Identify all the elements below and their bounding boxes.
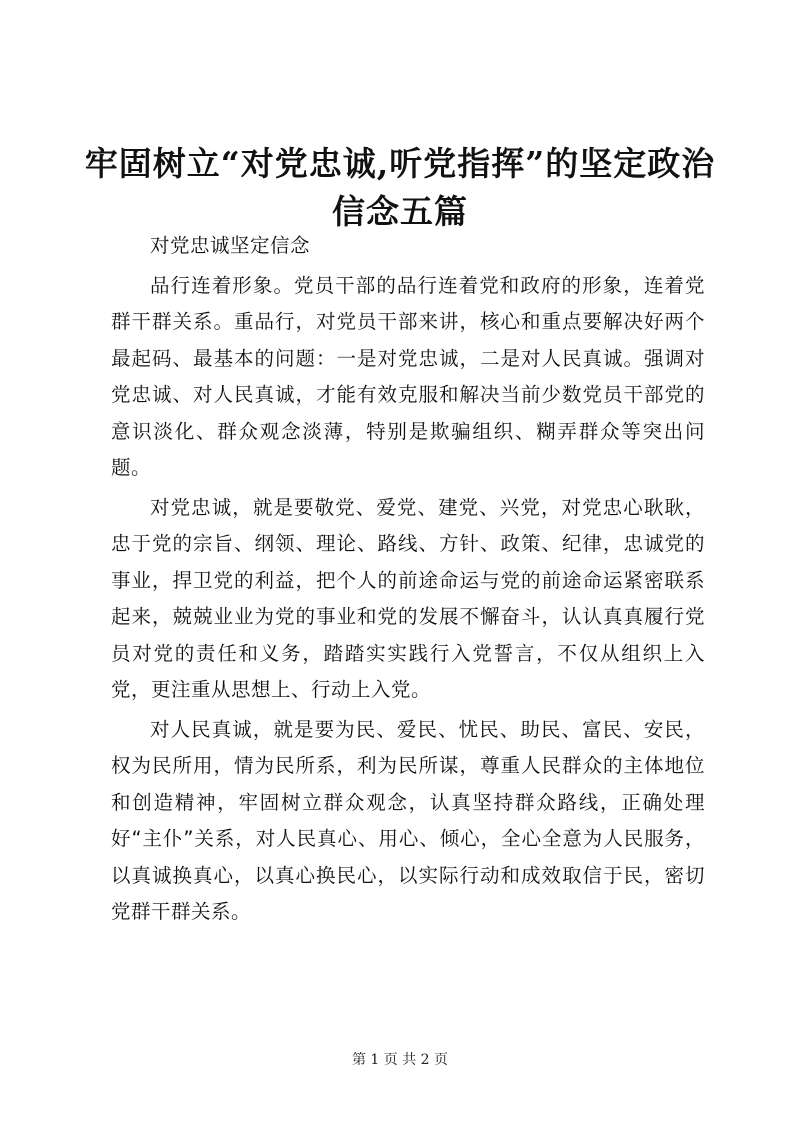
document-title	[60, 140, 740, 236]
section-heading: 对党忠诚坚定信念	[150, 234, 311, 257]
paragraph: 对党忠诚，就是要敬党、爱党、建党、兴党，对党忠心耿耿，忠于党的宗旨、纲领、理论、路线、方针、政策、纪律，忠诚党的事业，捍卫党的利益，把个人的前途命运与党的前途命运紧密联系起来，兢兢业业为党的事业和党的发展不懈奋斗，认认真真履行党员对党的责任和义务，踏踏实实践行入党誓言，不仅从组织上入党，更注重从思想上、行动上入党。	[111, 495, 705, 701]
paragraph: 品行连着形象。党员干部的品行连着党和政府的形象，连着党群干群关系。重品行，对党员干部来讲，核心和重点要解决好两个最起码、最基本的问题：一是对党忠诚，二是对人民真诚。强调对党忠诚、对人民真诚，才能有效克服和解决当前少数党员干部党的意识淡化、群众观念淡薄，特别是欺骗组织、糊弄群众等突出问题。	[111, 273, 705, 479]
page-footer	[0, 1050, 800, 1070]
document-body	[111, 228, 705, 931]
title-line-2: 信念五篇	[332, 192, 468, 231]
title-line-1: 牢固树立“对党忠诚,听党指挥”的坚定政治	[84, 144, 716, 183]
paragraph: 对人民真诚，就是要为民、爱民、忧民、助民、富民、安民，权为民所用，情为民所系，利为民所谋，尊重人民群众的主体地位和创造精神，牢固树立群众观念，认真坚持群众路线，正确处理好“主仆”关系，对人民真心、用心、倾心，全心全意为人民服务，以真诚换真心，以真心换民心，以实际行动和成效取信于民，密切党群干群关系。	[111, 717, 705, 923]
page-number: 第 1 页 共 2 页	[351, 1052, 449, 1068]
